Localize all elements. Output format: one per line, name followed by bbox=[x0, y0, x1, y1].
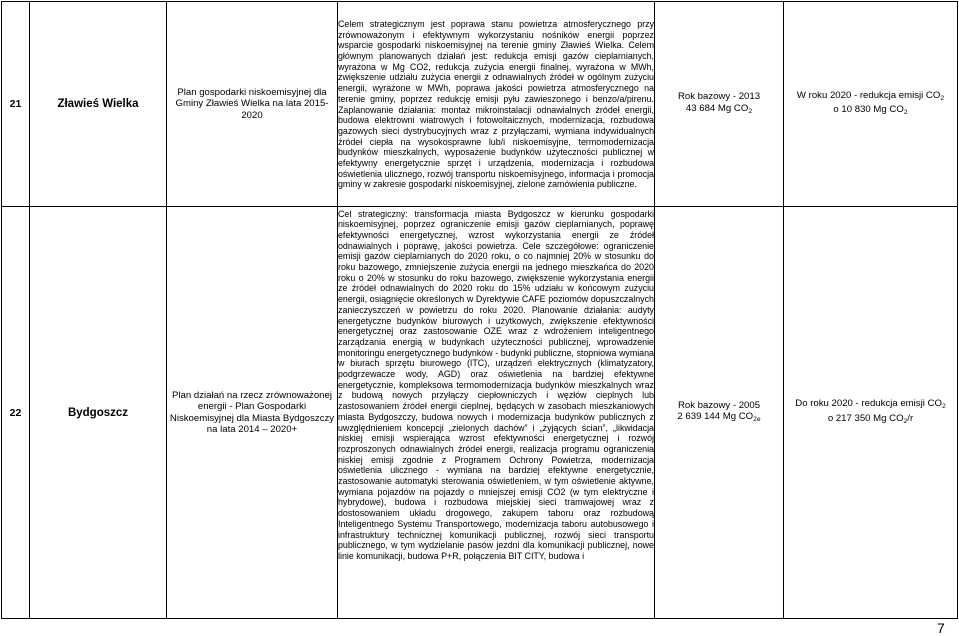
goal-line-1: W roku 2020 - redukcja emisji CO bbox=[796, 89, 941, 101]
base-year-cell bbox=[655, 207, 784, 619]
row-number: 21 bbox=[2, 2, 30, 207]
base-year: Rok bazowy - 2013 bbox=[677, 91, 761, 102]
table-row bbox=[2, 2, 958, 207]
goal-line-1-subscript: 2 bbox=[941, 403, 946, 410]
municipality-name: Bydgoszcz bbox=[30, 207, 167, 619]
goal-line-2-subscript: 2 bbox=[903, 417, 908, 425]
plans-table bbox=[1, 1, 958, 619]
plan-description-clip bbox=[338, 208, 654, 618]
plan-title: Plan działań na rzecz zrównoważonej energii - Plan Gospodarki Niskoemisyjnej dla Miasta Bydgoszczy na lata 2014 – 2020+ bbox=[167, 207, 338, 619]
table-row bbox=[2, 207, 958, 619]
base-emission: 2 639 144 Mg CO bbox=[677, 411, 754, 422]
plan-title: Plan gospodarki niskoemisyjnej dla Gminy Zławieś Wielka na lata 2015-2020 bbox=[167, 2, 338, 207]
page-number: 7 bbox=[937, 620, 945, 636]
goal-line-1-subscript: 2 bbox=[940, 94, 945, 102]
goal-line-2: o 217 350 Mg CO bbox=[827, 412, 904, 424]
reduction-goal-cell bbox=[784, 2, 958, 207]
goal-line-2: o 10 830 Mg CO bbox=[833, 104, 904, 115]
reduction-goal-cell bbox=[784, 207, 958, 619]
goal-line-2-subscript: 2 bbox=[903, 109, 908, 116]
row-number: 22 bbox=[2, 207, 30, 619]
goal-line-2-tail: /r bbox=[907, 412, 914, 424]
base-year: Rok bazowy - 2005 bbox=[677, 399, 761, 411]
base-emission-subscript: 2 bbox=[748, 107, 753, 115]
plan-description-text: Cel strategiczny: transformacja miasta Bydgoszcz w kierunku gospodarki niskoemisyjnej, poprzez ograniczenie emisji gazów cieplarnianych, poprawę efektywności energetycznej, wzrost wykorzystania energii ze źródeł odnawialnych i poprawę, jakości powietrza. Cele szczegółowe: ograniczenie emisji gazów cieplarnianych do 2020 roku, o co najmniej 20% w stosunku do roku bazowego, zmniejszenie zużycia energii na jednego mieszkańca do 2020 roku o 20% w stosunku do roku bazowego, zwiększenie wykorzystania energii ze źródeł odnawialnych do 2020 roku do 15% udziału w końcowym zużyciu energii, osiągnięcie określonych w Dyrektywie CAFE poziomów dopuszczalnych zanieczyszczeń w powietrzu do roku 2020. Planowanie działania: audyty energetyczne budynków biurowych i użytkowych, zwiększenie efektywności energetycznej oraz zastosowanie OZE wraz z wdrożeniem inteligentnego zarządzania energią w budynkach użyteczności publicznej, wprowadzenie monitoringu energetycznego budynków - budynki publiczne, stopniowa wymiana w biurach sprzętu biurowego (ITC), urządzeń elektrycznych (klimatyzatory, podgrzewacze wody, AGD) oraz oświetlenia na bardziej efektywne energetycznie, kompleksowa termomodernizacja budynków mieszkalnych wraz z budową nowych przyłączy ciepłowniczych i węzłów cieplnych lub zastosowaniem źródeł energii cieplnej, będących w zasobach mieszkaniowych miasta Bydgoszczy, budowa nowych i modernizacja budynków publicznych z uwzględnieniem koncepcji „zielonych dachów” i „żyjących ścian”, „likwidacja niskiej emisji wspierająca wzrost efektywności energetycznej i rozwój rozproszonych odnawialnych źródeł energii, realizacja programu ograniczenia niskiej emisji zgodnie z Programem Ochrony Powietrza, modernizacja oświetlenia ulicznego - wymiana na bardziej efektywne energetycznie, zastosowanie automatyki sterowania oświetleniem, w tym oświetlenie aktywne, wymiana pojazdów na pojazdy o mniejszej emisji CO2 (w tym elektryczne i hybrydowe), budowa i rozbudowa miejskiej sieci tramwajowej wraz z dostosowaniem układu drogowego, zakupem taboru oraz rozbudową Inteligentnego Systemu Transportowego, modernizacja taboru autobusowego i infrastruktury technicznej komunikacji publicznej, rozwój sieci transportu publicznego, w tym wydzielanie pasów jezdni dla komunikacji publicznej, nowe linie komunikacji, budowa P+R, połączenia BIT CITY, budowa i bbox=[338, 208, 654, 561]
base-year-cell bbox=[655, 2, 784, 207]
plan-description bbox=[338, 2, 655, 207]
base-emission-subscript: 2e bbox=[753, 416, 761, 423]
base-emission: 43 684 Mg CO bbox=[685, 102, 749, 114]
plan-description-text: Celem strategicznym jest poprawa stanu powietrza atmosferycznego przy zrównoważonym i efektywnym wykorzystaniu nośników energii poprzez wsparcie gospodarki niskoemisyjnej na terenie gminy Zławieś Wielka. Celem głównym planowanych działań jest: redukcja emisji gazów cieplarnianych, wyrażona w Mg CO2, redukcja zużycia energii finalnej, wyrażona w MWh, zwiększenie udziału zużycia energii z odnawialnych źródeł w ogólnym zużyciu energii, wyrażone w MWh, poprawa jakości powietrza atmosferycznego na terenie gminy, poprzez redukcję emisji pyłu zawieszonego i benzo/a/pirenu. Zaplanowanie działania: montaż mikroinstalacji odnawialnych źródeł energii, budowa elektrowni wiatrowych i fotowoltaicznych, modernizacja, rozbudowa gazowych sieci dystrybucyjnych wraz z przyłączami, wymiana indywidualnych źródeł ciepła na wysokosprawne lub/i niskoemisyjne, termomodernizacja budynków mieszkalnych, wyposażenie budynków użyteczności publicznej w efektywny energetycznie sprzęt i urządzenia, modernizacja i rozbudowa oświetlenia ulicznego, rozwój transportu niskoemisyjnego, informacja i promocja gminy w zakresie gospodarki niskoemisyjnej, zielone zamówienia publiczne. bbox=[338, 18, 654, 190]
plan-description bbox=[338, 207, 655, 619]
municipality-name: Zławieś Wielka bbox=[30, 2, 167, 207]
goal-line-1: Do roku 2020 - redukcja emisji CO bbox=[795, 398, 942, 409]
